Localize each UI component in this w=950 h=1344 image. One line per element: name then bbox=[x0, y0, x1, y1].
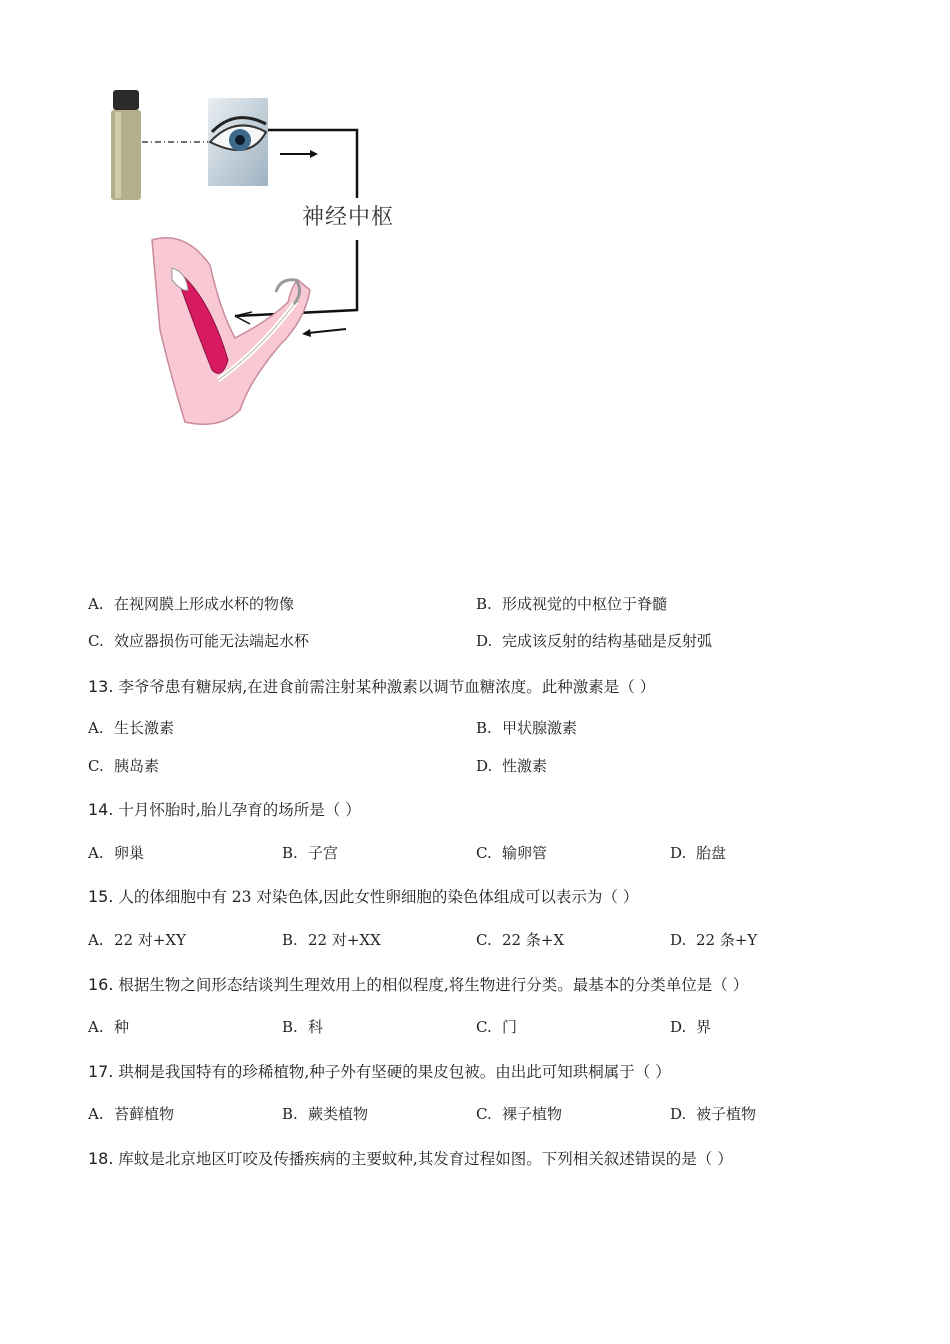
q12-option-a[interactable] bbox=[88, 593, 294, 614]
question-16 bbox=[88, 973, 748, 995]
water-bottle-icon bbox=[111, 90, 141, 200]
q14-option-b[interactable] bbox=[282, 842, 338, 863]
option-letter: B. bbox=[282, 1018, 298, 1036]
option-letter: C. bbox=[88, 632, 104, 650]
option-letter: C. bbox=[476, 1105, 492, 1123]
option-text: 胎盘 bbox=[696, 844, 727, 862]
q12-option-b[interactable] bbox=[476, 593, 667, 614]
option-letter: A. bbox=[88, 595, 104, 613]
option-letter: D. bbox=[670, 1018, 687, 1036]
question-stem: 十月怀胎时,胎儿孕育的场所是（ ） bbox=[113, 801, 361, 819]
question-15 bbox=[88, 885, 638, 907]
q17-option-d[interactable] bbox=[670, 1103, 756, 1124]
afferent-pathway bbox=[268, 130, 357, 198]
option-letter: A. bbox=[88, 931, 104, 949]
option-letter: D. bbox=[476, 757, 493, 775]
option-text: 输卵管 bbox=[502, 844, 548, 862]
option-text: 在视网膜上形成水杯的物像 bbox=[114, 595, 295, 613]
option-text: 甲状腺激素 bbox=[502, 719, 578, 737]
reflex-arc-figure bbox=[100, 80, 430, 440]
q13-option-c[interactable] bbox=[88, 755, 159, 776]
option-text: 被子植物 bbox=[696, 1105, 757, 1123]
eye-icon bbox=[208, 98, 268, 186]
option-letter: C. bbox=[476, 931, 492, 949]
question-stem: 根据生物之间形态结谈判生理效用上的相似程度,将生物进行分类。最基本的分类单位是（ ） bbox=[113, 976, 749, 994]
option-text: 裸子植物 bbox=[502, 1105, 563, 1123]
question-stem: 人的体细胞中有 23 对染色体,因此女性卵细胞的染色体组成可以表示为（ ） bbox=[113, 888, 639, 906]
question-stem: 李爷爷患有糖尿病,在进食前需注射某种激素以调节血糖浓度。此种激素是（ ） bbox=[113, 678, 656, 696]
q16-option-c[interactable] bbox=[476, 1016, 517, 1037]
option-text: 性激素 bbox=[502, 757, 548, 775]
option-text: 胰岛素 bbox=[114, 757, 160, 775]
question-number: 14. bbox=[88, 800, 114, 819]
question-13 bbox=[88, 675, 655, 697]
q15-option-c[interactable] bbox=[476, 929, 564, 950]
option-letter: B. bbox=[476, 719, 492, 737]
option-letter: A. bbox=[88, 719, 104, 737]
option-letter: B. bbox=[282, 1105, 298, 1123]
q12-option-d[interactable] bbox=[476, 630, 712, 651]
option-text: 子宫 bbox=[308, 844, 339, 862]
q16-option-d[interactable] bbox=[670, 1016, 711, 1037]
option-text: 界 bbox=[696, 1018, 712, 1036]
option-letter: D. bbox=[476, 632, 493, 650]
option-letter: B. bbox=[282, 844, 298, 862]
q13-option-b[interactable] bbox=[476, 717, 577, 738]
nerve-center-label: 神经中枢 bbox=[302, 205, 395, 230]
q15-option-d[interactable] bbox=[670, 929, 757, 950]
q17-option-a[interactable] bbox=[88, 1103, 174, 1124]
option-text: 形成视觉的中枢位于脊髓 bbox=[502, 595, 668, 613]
question-stem: 库蚊是北京地区叮咬及传播疾病的主要蚊种,其发育过程如图。下列相关叙述错误的是（ ） bbox=[113, 1150, 733, 1168]
option-text: 苔藓植物 bbox=[114, 1105, 175, 1123]
option-text: 门 bbox=[502, 1018, 518, 1036]
q12-option-c[interactable] bbox=[88, 630, 309, 651]
option-text: 22 条+X bbox=[502, 931, 565, 949]
option-text: 种 bbox=[114, 1018, 130, 1036]
option-text: 蕨类植物 bbox=[308, 1105, 369, 1123]
afferent-arrow-icon bbox=[280, 150, 318, 158]
option-text: 生长激素 bbox=[114, 719, 175, 737]
q15-option-b[interactable] bbox=[282, 929, 381, 950]
question-18 bbox=[88, 1147, 733, 1169]
q16-option-a[interactable] bbox=[88, 1016, 129, 1037]
question-17 bbox=[88, 1060, 671, 1082]
option-letter: C. bbox=[88, 757, 104, 775]
option-letter: D. bbox=[670, 844, 687, 862]
option-text: 效应器损伤可能无法端起水杯 bbox=[114, 632, 310, 650]
question-number: 13. bbox=[88, 677, 114, 696]
question-number: 16. bbox=[88, 975, 114, 994]
q14-option-a[interactable] bbox=[88, 842, 144, 863]
reflex-arc-svg bbox=[100, 80, 430, 440]
option-letter: C. bbox=[476, 1018, 492, 1036]
option-letter: A. bbox=[88, 1105, 104, 1123]
arm-muscle-icon bbox=[152, 238, 310, 425]
question-number: 15. bbox=[88, 887, 114, 906]
q13-option-a[interactable] bbox=[88, 717, 174, 738]
option-letter: A. bbox=[88, 844, 104, 862]
option-letter: A. bbox=[88, 1018, 104, 1036]
option-letter: B. bbox=[282, 931, 298, 949]
question-number: 18. bbox=[88, 1149, 114, 1168]
question-stem: 珙桐是我国特有的珍稀植物,种子外有坚硬的果皮包被。由出此可知珙桐属于（ ） bbox=[113, 1063, 671, 1081]
option-text: 卵巢 bbox=[114, 844, 145, 862]
efferent-arrow-icon bbox=[302, 329, 346, 337]
q14-option-c[interactable] bbox=[476, 842, 547, 863]
q17-option-c[interactable] bbox=[476, 1103, 562, 1124]
option-text: 科 bbox=[308, 1018, 324, 1036]
q15-option-a[interactable] bbox=[88, 929, 186, 950]
q13-option-d[interactable] bbox=[476, 755, 547, 776]
q16-option-b[interactable] bbox=[282, 1016, 323, 1037]
question-number: 17. bbox=[88, 1062, 114, 1081]
question-14 bbox=[88, 798, 361, 820]
option-text: 22 条+Y bbox=[696, 931, 758, 949]
option-text: 22 对+XY bbox=[114, 931, 187, 949]
q17-option-b[interactable] bbox=[282, 1103, 368, 1124]
option-letter: B. bbox=[476, 595, 492, 613]
option-letter: D. bbox=[670, 1105, 687, 1123]
option-text: 22 对+XX bbox=[308, 931, 381, 949]
option-letter: C. bbox=[476, 844, 492, 862]
q14-option-d[interactable] bbox=[670, 842, 726, 863]
option-letter: D. bbox=[670, 931, 687, 949]
option-text: 完成该反射的结构基础是反射弧 bbox=[502, 632, 713, 650]
